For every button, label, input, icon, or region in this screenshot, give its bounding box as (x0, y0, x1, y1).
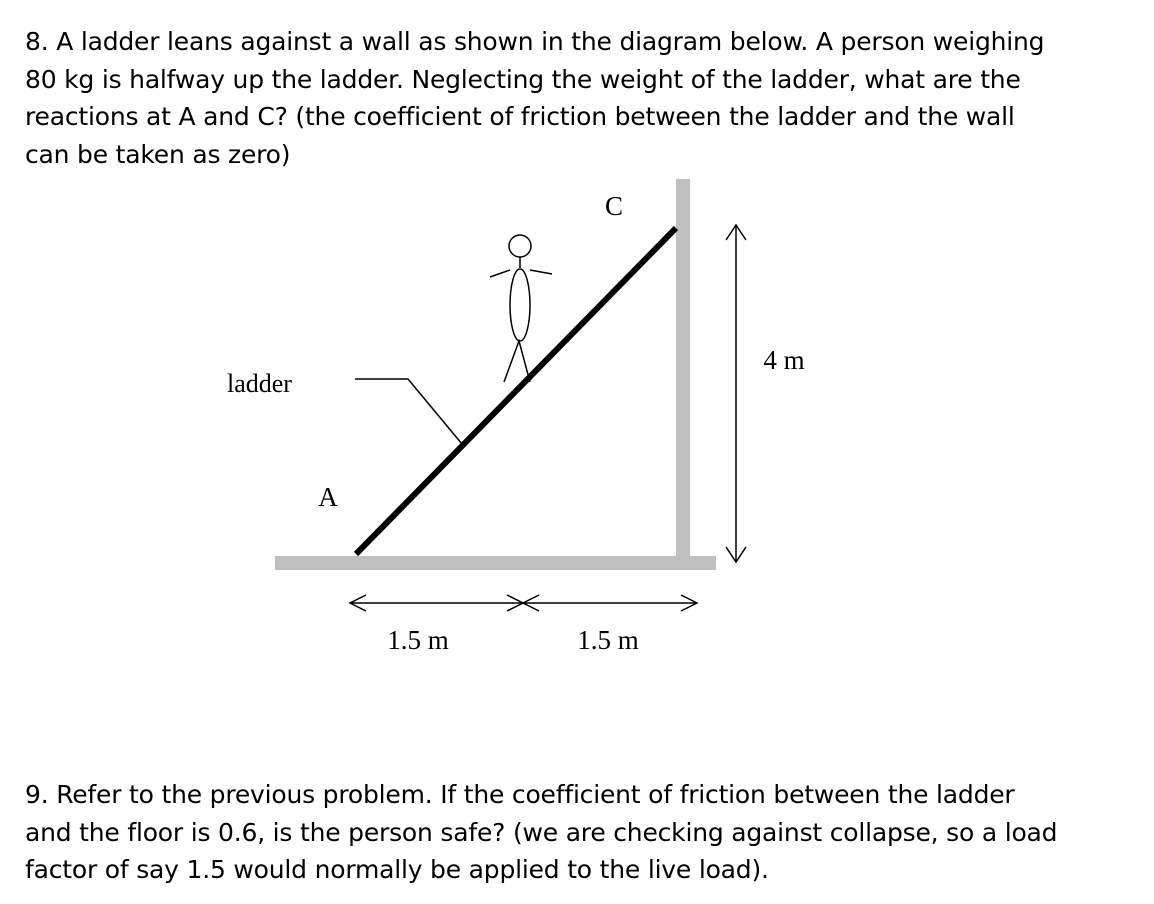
person-head (509, 235, 531, 257)
width-dimension (350, 595, 697, 611)
person-left-arm (490, 270, 510, 277)
ladder-leader-line (355, 379, 462, 444)
wall (676, 179, 690, 556)
label-c: C (604, 191, 624, 221)
person-body (510, 269, 530, 341)
label-a: A (318, 482, 338, 512)
person-right-arm (530, 270, 552, 274)
label-ladder: ladder (227, 369, 292, 398)
height-dimension (726, 225, 746, 562)
label-width-left: 1.5 m (387, 625, 449, 655)
problem-8-text: 8. A ladder leans against a wall as shown in the diagram below. A person weighing 80 kg is halfway up the ladder. Neglecting the weight of the ladder, what are the reactions at A and C? (the coefficient of friction between the ladder and the wall can be taken as zero) (25, 27, 1045, 169)
label-width-right: 1.5 m (577, 625, 639, 655)
label-height-4m: 4 m (763, 345, 805, 375)
floor (275, 556, 716, 570)
person-legs (504, 341, 530, 382)
problem-9-text: 9. Refer to the previous problem. If the coefficient of friction between the ladder and the floor is 0.6, is the person safe? (we are checking against collapse, so a load factor of say 1.5 would normally be applied to the live load). (25, 780, 1058, 884)
ladder (356, 228, 676, 554)
